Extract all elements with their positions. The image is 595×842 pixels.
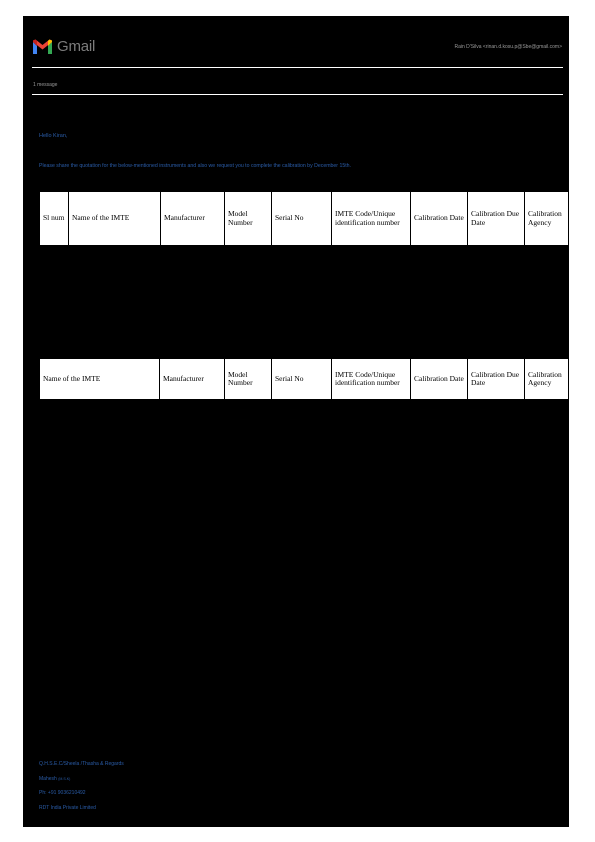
sender-line: Rain D'Silva <rinan.d.kosu.p@Sbe@gmail.com> — [454, 44, 562, 50]
message-count: 1 message — [33, 82, 58, 88]
column-header: Serial No — [272, 192, 332, 246]
column-header: Manufacturer — [160, 359, 225, 400]
table-header-row — [40, 359, 569, 400]
imte-table-1 — [39, 191, 569, 246]
column-header: Calibration Date — [411, 359, 468, 400]
column-header: Calibration Agency — [525, 359, 569, 400]
gmail-logo — [32, 38, 95, 55]
gmail-wordmark: Gmail — [57, 38, 96, 55]
signature-company: RDT India Private Limited — [39, 805, 96, 811]
column-header: Calibration Due Date — [468, 359, 525, 400]
greeting: Hello Kiran, — [39, 133, 68, 139]
column-header: Manufacturer — [161, 192, 225, 246]
column-header: IMTE Code/Unique identification number — [332, 192, 411, 246]
header-divider — [32, 67, 563, 68]
email-body-text: Please share the quotation for the below-mentioned instruments and also we request you to complete the calibration by December 15th. — [39, 163, 352, 169]
column-header: Calibration Agency — [525, 192, 569, 246]
email-printout — [23, 16, 569, 827]
thread-divider — [32, 94, 563, 95]
column-header: Calibration Date — [411, 192, 468, 246]
column-header: Model Number — [225, 192, 272, 246]
column-header: Sl num — [40, 192, 69, 246]
signature-name: Mahesh — [39, 776, 57, 782]
signature-phone: Ph: +91 9036210492 — [39, 790, 86, 796]
table-header-row — [40, 192, 569, 246]
imte-table-2 — [39, 358, 569, 400]
column-header: Model Number — [225, 359, 272, 400]
column-header: Calibration Due Date — [468, 192, 525, 246]
column-header: Serial No — [272, 359, 332, 400]
column-header: Name of the IMTE — [69, 192, 161, 246]
signature-name-suffix: (M.S.K) — [58, 777, 71, 781]
column-header: Name of the IMTE — [40, 359, 160, 400]
gmail-m-icon — [32, 39, 53, 55]
signature-line-2 — [39, 776, 70, 782]
column-header: IMTE Code/Unique identification number — [332, 359, 411, 400]
signature-line-1: Q.H.S.E.C/Sheela /Thasha & Regards — [39, 761, 124, 767]
